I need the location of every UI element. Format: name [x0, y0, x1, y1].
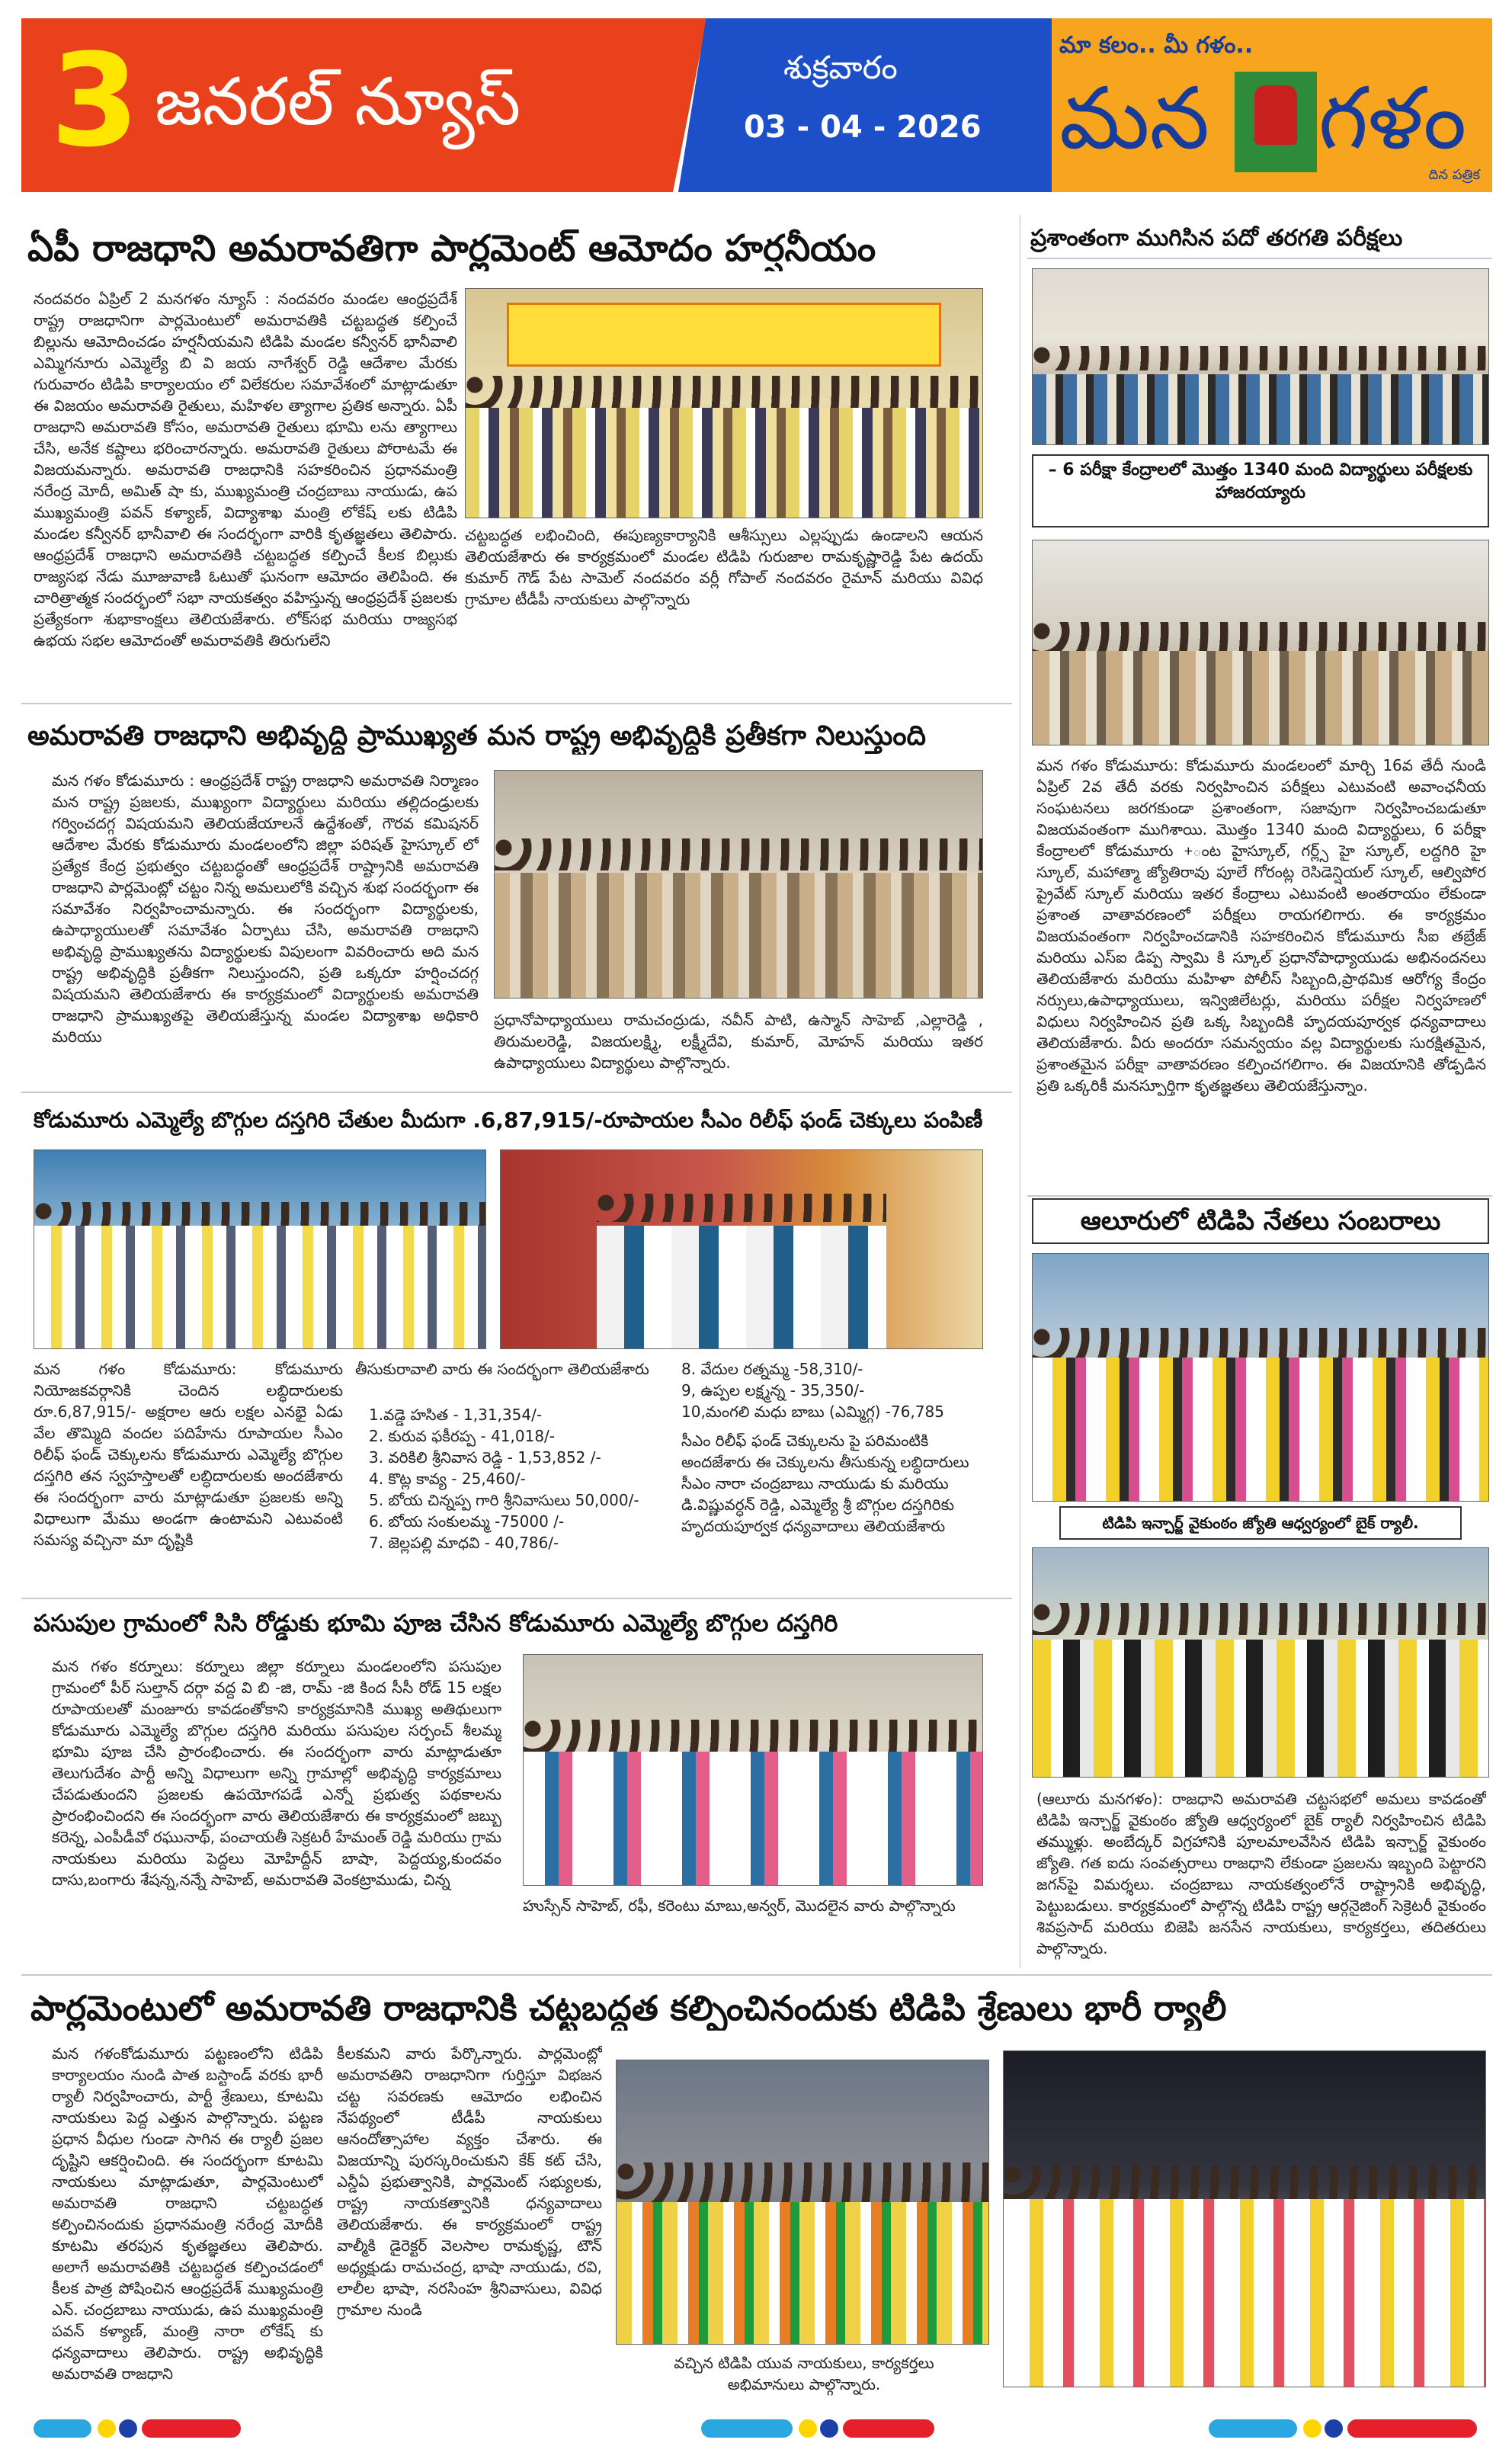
article-body-rally-col2: కీలకమని వారు పేర్కొన్నారు. పార్లమెంట్లో అమరావతిని రాజధానిగా గుర్తిస్తూ విభజన చట్ట సవరణకు ఆమోదం లభించిన నేపథ్యంలో టీడీపీ నాయకులు ఆనందోత్సాహాల వ్యక్తం చేశారు. ఈ విజయాన్ని పురస్కరించుకుని కేక్ కట్ చేసి, ఎన్డీఏ ప్రభుత్వానికి, పార్లమెంట్ సభ్యులకు, రాష్ట్ర నాయకత్వానికి ధన్యవాదాలు తెలియజేశారు. ఈ కార్యక్రమంలో రాష్ట్ర వాల్మీకి డైరెక్టర్ వెలసాల రామకృష్ణ, టౌన్ అధ్యక్షుడు రామచంద్ర, భాషా నాయుడు, రవి, లాలీల భాషా, నరసింహ శ్రీనివాసులు, వివిధ గ్రామాల నుండి [337, 2044, 602, 2319]
list-item: 1.వడ్డె హసిత - 1,31,354/- [369, 1406, 543, 1424]
article-body-capital: నందవరం ఏప్రిల్ 2 మనగళం న్యూస్ : నందవరం మండల ఆంధ్రప్రదేశ్ రాష్ట్ర రాజధానిగా పార్లమెంటులో అమరావతికి చట్టబద్ధత కల్పించే బిల్లును ఆమోదించడం హర్షనీయమని టిడిపి మండల కన్వీనర్ భానీవాలి ఎమ్మిగనూరు ఎమ్మెల్యే బి వి జయ నాగేశ్వర్ రెడ్డి ఆదేశాల మేరకు గురువారం టిడిపి కార్యాలయం లో విలేకరుల సమావేశంలో మాట్లాడుతూ ఈ విజయం అమరావతి రైతులు, మహిళల త్యాగాల ప్రతిక అన్నారు. ఏపీ రాజధాని అమరావతి కోసం, అమరావతి రైతులు భూమి లను త్యాగాలు చేసి, అనేక కష్టాలు భరించారన్నారు. అమరావతి రైతులు పోరాటమే ఈ విజయమన్నారు. అమరావతి రాజధానికి సహకరించిన ప్రధానమంత్రి నరేంద్ర మోదీ, అమిత్ షా కు, ముఖ్యమంత్రి చంద్రబాబు నాయుడు, ఉప ముఖ్యమంత్రి పవన్ కళ్యాణ్, విద్యాశాఖ మంత్రి లోకేష్ లకు టిడిపి మండల కన్వీనర్ భానీవాలి ఈ సందర్భంగా వారికి కృతజ్ఞతలు తెలిపారు. ఆంధ్రప్రదేశ్ రాజధాని అమరావతికి చట్టబద్ధత కల్పించే కీలక బిల్లుకు రాజ్యసభ నేడు మూజువాణి ఓటుతో ఘనంగా ఆమోదం తెలిపింది. ఈ చారిత్రాత్మక సందర్భంలో సభా నాయకత్వం వహిస్తున్న ఆంధ్రప్రదేశ్ ప్రజలకు ప్రత్యేకంగా శుభాకాంక్షలు తెలియజేశారు. లోక్‌సభ మరియు రాజ్యసభ ఉభయ సభల ఆమోదంతో అమరావతికి తిరుగులేని [34, 290, 457, 649]
footer-bar [843, 2419, 934, 2438]
headline-rule [1027, 258, 1492, 259]
article-body-rally-col1: మన గళంకోడుమూరు పట్టణంలోని టిడిపి కార్యాలయం నుండి పాత బస్టాండ్ వరకు భారీ ర్యాలీ నిర్వహించారు, పార్టీ శ్రేణులు, కూటమి నాయకులు పెద్ద ఎత్తున పాల్గొన్నారు. పట్టణ ప్రధాన వీధుల గుండా సాగిన ఈ ర్యాలీ ప్రజల దృష్టిని ఆకర్షించింది. ఈ సందర్భంగా కూటమి నాయకులు మాట్లాడుతూ, పార్లమెంటులో అమరావతి రాజధాని చట్టబద్ధత కల్పించినందుకు ప్రధానమంత్రి నరేంద్ర మోదీకి కూటమి తరపున కృతజ్ఞతలు తెలిపారు. అలాగే అమరావతికి చట్టబద్ధత కల్పించడంలో కీలక పాత్ర పోషించిన ఆంధ్రప్రదేశ్ ముఖ్యమంత్రి ఎన్. చంద్రబాబు నాయుడు, ఉప ముఖ్యమంత్రి పవన్ కళ్యాణ్, మంత్రి నారా లోకేష్ కు ధన్యవాదాలు తెలిపారు. రాష్ట్ర అభివృద్ధికి అమరావతి రాజధాని [52, 2044, 323, 2383]
list-item: 6. బోయ సంకులమ్మ -75000 /- [369, 1512, 565, 1531]
list-item: 5. బోయ చిన్నప్ప గారి శ్రీనివాసులు 50,000/- [369, 1491, 639, 1509]
footer-bar [1209, 2419, 1297, 2438]
footer-decoration [0, 2419, 1512, 2442]
list-item: 3. వరికిలి శ్రీనివాస రెడ్డి - 1,53,852 /- [369, 1448, 601, 1467]
list-item: 10,మంగలి మధు బాబు (ఎమ్మిగ్గ) -76,785 [681, 1403, 944, 1421]
section-rule [21, 703, 1012, 704]
photo-cmrf-handover [500, 1149, 983, 1349]
photo-aluru-media [1032, 1253, 1489, 1502]
fist-logo-icon [1235, 72, 1317, 172]
photo-exam-hall [1032, 540, 1489, 745]
footer-dot [820, 2419, 838, 2438]
article-headline-capital: ఏపీ రాజధాని అమరావతిగా పార్లమెంట్ ఆమోదం హర్షనీయం [27, 227, 876, 270]
section-rule [21, 1092, 1012, 1093]
article-body-aluru: (ఆలూరు మనగళం): రాజధాని అమరావతి చట్టసభలో అమలు కావడంతో టిడిపి ఇన్చార్జ్ వైకుంఠం జ్యోతి ఆధ్వర్యంలో బైక్ ర్యాలీ నిర్వహించిన టిడిపి తమ్ముళ్లు. అంబేద్కర్ విగ్రహానికి పూలమాలవేసిన టిడిపి ఇన్చార్జ్ వైకుంఠం జ్యోతి. గత ఐదు సంవత్సరాలు రాజధాని లేకుండా ప్రజలను ఇబ్బంది పెట్టారని జగన్‌పై విమర్శలు. చంద్రబాబు నాయకత్వంలోనే రాష్ట్రానికి అభివృద్ధి, పెట్టుబడులు. కార్యక్రమంలో పాల్గొన్న టిడిపి రాష్ట్ర ఆర్గనైజింగ్ సెక్రెటరీ వైకుంఠం శివప్రసాద్ మరియు బిజెపి జనసేన నాయకులు, కార్యకర్తలు, తదితరులు పాల్గొన్నారు. [1036, 1790, 1486, 1957]
cmrf-beneficiary-list-cont [681, 1358, 986, 1427]
photo-rally-celebration [1003, 2050, 1486, 2387]
exam-caption: – 6 పరీక్షా కేంద్రాలలో మొత్తం 1340 మంది విద్యార్థులు పరీక్షలకు హాజరయ్యారు [1048, 460, 1473, 502]
footer-dot [799, 2419, 817, 2438]
photo-bike-rally [1032, 1547, 1489, 1778]
rally-caption: వచ్చిన టిడిపి యువ నాయకులు, కార్యకర్తలు అభిమానులు పాల్గొన్నారు. [674, 2354, 934, 2393]
section-title: జనరల్ న్యూస్ [155, 64, 521, 140]
article-body-cc-road-cont: హుస్సేన్ సాహెబ్, రఫీ, కరెంటు మాబు,అన్వర్, మొదలైన వారు పాల్గొన్నారు [523, 1896, 956, 1915]
footer-dot [1303, 2419, 1321, 2438]
article-body-capital-cont: చట్టబద్ధత లభించింది, ఈపుణ్యకార్యానికి ఆశీస్సులు ఎల్లప్పుడు ఉండాలని ఆయన తెలియజేశారు ఈ కార్యక్రమంలో మండల టిడిపి గురుజాల రామకృష్ణారెడ్డి పేట ఉదయ్ కుమార్ గౌడ్ పేట సామెల్ నందవరం వర్లీ గోపాల్ నందవరం రైమాన్ మరియు వివిధ గ్రామాల టీడీపీ నాయకులు పాల్గొన్నారు [465, 526, 983, 608]
article-body-cmrf-cont: సీఎం రిలీఫ్ ఫండ్ చెక్కులను పై పరిమంటికి అందజేశారు ఈ చెక్కులను తీసుకున్న లబ్ధిదారులు సీఎం నారా చంద్రబాబు నాయుడు కు మరియు డి.విష్ణువర్ధన్ రెడ్డి, ఎమ్మెల్యే శ్రీ బొగ్గుల దస్తగిరికు హృదయపూర్వక ధన్యవాదాలు తెలియజేశారు [681, 1431, 969, 1535]
article-headline-aluru: ఆలూరులో టిడిపి నేతలు సంబరాలు [1080, 1206, 1441, 1236]
page-number: 3 [50, 26, 139, 175]
footer-dot [119, 2419, 137, 2438]
logo-text-right: గళం [1318, 69, 1467, 168]
photo-rally-street [616, 2060, 989, 2345]
article-body-exams: మన గళం కోడుమూరు: కోడుమూరు మండలంలో మార్చి 16వ తేదీ నుండి ఏప్రిల్ 2వ తేదీ వరకు నిర్వహించిన పరీక్షలు ఎటువంటి అవాంఛనీయ సంఘటనలు జరగకుండా ప్రశాంతంగా, సజావుగా నిర్వహించబడుతూ విజయవంతంగా ముగిశాయి. మొత్తం 1340 మంది విద్యార్థులు, 6 పరీక్షా కేంద్రాలలో కోడుమూరు +ంట హైస్కూల్, గర్ల్స్ హై స్కూల్, లద్దగిరి హై స్కూల్, మహాత్మా జ్యోతిరావు పూలే గోరంట్ల రెసిడెన్షియల్ స్కూల్, ఆల్విపోర ప్రైవేట్ స్కూల్ మరియు ఇతర కేంద్రాలు ఎటువంటి అంతరాయం లేకుండా ప్రశాంత వాతావరణంలో పరీక్షలు రాయగలిగారు. ఈ కార్యక్రమం విజయవంతంగా నిర్వహించడానికి సహకరించిన కోడుమూరు సీఐ తబ్రేజ్ మరియు ఎస్ఐ డిప్ప స్వామి కి స్కూల్ ప్రధానోపాధ్యాయుడు అభినందనలు తెలియజేశారు మరియు మహిళా పోలీస్ సిబ్బంది,ప్రాథమిక ఆరోగ్య కేంద్రం నర్సులు,ఉపాధ్యాయులు, ఇన్విజిలేటర్లు, మరియు పరీక్షల నిర్వహణలో విధులు నిర్వహించిన ప్రతి ఒక్క సిబ్బందికి హృదయపూర్వక ధన్యవాదాలు తెలియజేశారు. వీరు అందరూ సమన్వయం వల్ల విద్యార్థులకు సురక్షితమైన, ప్రశాంతమైన పరీక్షా వాతావరణం కల్పించగలిగాం. ఈ విజయానికి తోడ్పడిన ప్రతి ఒక్కరికీ మనస్పూర్తిగా కృతజ్ఞతలు తెలియజేస్తున్నాం. [1036, 756, 1486, 1095]
banner-image [507, 303, 941, 367]
aluru-caption: టిడిపి ఇన్చార్జ్ వైకుంఠం జ్యోతి ఆధ్వర్యంలో బైక్ ర్యాలీ. [1102, 1514, 1419, 1532]
logo-tagline: మా కలం.. మీ గళం.. [1059, 32, 1254, 59]
cmrf-beneficiary-list [369, 1404, 674, 1625]
article-headline-cmrf: కోడుమూరు ఎమ్మెల్యే బొగ్గుల దస్తగిరి చేతుల మీదుగా .6,87,915/-రూపాయల సీఎం రిలీఫ్ ఫండ్ చెక్కులు పంపిణీ [34, 1108, 983, 1133]
photo-cmrf-group [34, 1149, 486, 1349]
article-body-development-cont: ప్రధానోపాధ్యాయులు రామచంద్రుడు, నవీన్ పాటి, ఉస్మాన్ సాహెబ్ ,ఎల్లారెడ్డి , తిరుమలరెడ్డి, విజయలక్ష్మి, లక్ష్మీదేవి, కుమార్, మోహన్ మరియు ఇతర ఉపాధ్యాయులు విద్యార్థులు పాల్గొన్నారు. [494, 1011, 983, 1072]
list-item: 2. కురువ ఫకీరప్ప - 41,018/- [369, 1427, 556, 1445]
list-item: 8. వేదుల రత్నమ్మ -58,310/- [681, 1360, 863, 1378]
footer-bar [34, 2419, 91, 2438]
list-item: 4. కొట్ల కావ్య - 25,460/- [369, 1470, 526, 1488]
article-body-cmrf: మన గళం కోడుమూరు: కోడుమూరు నియోజకవర్గానికి చెందిన లబ్ధిదారులకు రూ.6,87,915/- అక్షరాల ఆరు లక్షల ఎనభై ఏడు వేల తొమ్మిది వందల పదిహేను రూపాయల సీఎం రిలీఫ్ ఫండ్ చెక్కులను కోడుమూరు ఎమ్మెల్యే బొగ్గుల దస్తగిరి తన స్వహస్తాలతో లబ్ధిదారులకు అందజేశారు ఈ సందర్భంగా వారు మాట్లాడుతూ ప్రజలకు అన్ని విధాలుగా మేము అండగా ఉంటామని ఎటువంటి సమస్య వచ్చినా మా దృష్టికి [34, 1360, 343, 1549]
section-rule [1027, 1195, 1492, 1197]
footer-dot [1325, 2419, 1343, 2438]
logo-subtitle: దిన పత్రిక [1428, 167, 1480, 183]
issue-date: 03 - 04 - 2026 [744, 110, 982, 145]
footer-bar [142, 2419, 241, 2438]
article-headline-exams: ప్రశాంతంగా ముగిసిన పదో తరగతి పరీక్షలు [1030, 225, 1403, 252]
article-headline-cc-road: పసుపుల గ్రామంలో సిసి రోడ్డుకు భూమి పూజ చేసిన కోడుమూరు ఎమ్మెల్యే బొగ్గుల దస్తగిరి [34, 1610, 838, 1637]
section-rule [21, 1974, 1492, 1976]
footer-bar [701, 2419, 793, 2438]
footer-dot [98, 2419, 116, 2438]
cmrf-list-intro: తీసుకురావాలి వారు ఈ సందర్భంగా తెలియజేశారు [355, 1360, 649, 1378]
logo-text-left: మన [1059, 69, 1210, 168]
masthead [21, 18, 1492, 192]
article-body-development: మన గళం కోడుమూరు : ఆంధ్రప్రదేశ్ రాష్ట్ర రాజధాని అమరావతి నిర్మాణం మన రాష్ట్ర ప్రజలకు, ముఖ్యంగా విద్యార్థులు మరియు తల్లిదండ్రులకు గర్వించదగ్గ విషయమని తెలియజేయాలనే ఉద్దేశంతో, గౌరవ కమిషనర్ ఆదేశాల మేరకు కోడుమూరు మండలంలోని జిల్లా పరిషత్ హైస్కూల్ లో ప్రత్యేక కేంద్ర ప్రభుత్వం చట్టబద్ధంతో ఆంధ్రప్రదేశ్ రాష్ట్రానికి అమరావతి రాజధాని పార్లమెంట్లో చట్టం నిన్న అమలులోకి వచ్చిన శుభ సందర్భంగా ఈ సమావేశం నిర్వహించామన్నారు. ఈ సందర్భంగా విద్యార్థులకు, ఉపాధ్యాయులతో సమావేశం ఏర్పాటు చేసి, అమరావతి రాజధాని అభివృద్ధి ప్రాముఖ్యతను విద్యార్థులకు విపులంగా వివరించారు అది మన రాష్ట్ర అభివృద్ధికి ప్రతీకగా నిలుస్తుందని, ప్రతి ఒక్కరూ హర్షించదగ్గ విషయమని తెలియజేశారు ఈ కార్యక్రమంలో విద్యార్థులకు అమరావతి రాజధాని ప్రాముఖ్యతపై తెలియజేస్తున్న మండల విద్యాశాఖ అధికారి మరియు [52, 771, 479, 1046]
article-headline-rally: పార్లమెంటులో అమరావతి రాజధానికి చట్టబద్ధత కల్పించినందుకు టిడిపి శ్రేణులు భారీ ర్యాలీ [30, 1988, 1227, 2028]
list-item: 7. జెల్లపల్లి మాధవి - 40,786/- [369, 1534, 559, 1552]
photo-tdp-press-meet [465, 288, 983, 518]
section-rule [21, 1598, 1012, 1599]
list-item: 9, ఉప్పల లక్ష్మన్న - 35,350/- [681, 1381, 865, 1399]
masthead-blue-band [678, 18, 1075, 192]
issue-day: శుక్రవారం [783, 49, 898, 86]
photo-exam-centre [1032, 268, 1489, 445]
photo-school-meeting [494, 770, 983, 999]
photo-bhoomi-puja [523, 1654, 983, 1886]
article-headline-development: అమరావతి రాజధాని అభివృద్ధి ప్రాముఖ్యత మన రాష్ట్ర అభివృద్ధికి ప్రతీకగా నిలుస్తుంది [27, 720, 927, 752]
footer-bar [1347, 2419, 1477, 2438]
article-body-cc-road: మన గళం కర్నూలు: కర్నూలు జిల్లా కర్నూలు మండలంలోని పసుపుల గ్రామంలో పీర్ సుల్తాన్ దర్గా వద్ద వి బి -జి, రామ్ -జి కింద సీసీ రోడ్ 15 లక్షల రూపాయలతో మంజూరు కావడంతోకాని కార్యక్రమానికి ముఖ్య అతిథులుగా కోడుమూరు ఎమ్మెల్యే బొగ్గుల దస్తగిరి మరియు పసుపుల సర్పంచ్ శీలమ్మ భూమి పూజ చేసి ప్రారంభించారు. ఈ సందర్భంగా వారు మాట్లాడుతూ తెలుగుదేశం పార్టీ అన్ని విధాలుగా అన్ని గ్రామాల్లో అభివృద్ధి కార్యక్రమాలు చేపడుతుందని ప్రజలకు ఉపయోగపడే ఎన్నో ప్రభుత్వ పథకాలను ప్రారంభించిందని ఈ సందర్భంగా వారు తెలియజేశారు ఈ కార్యక్రమంలో జబ్బు కరెన్న, ఎంపీడీవో రఘునాథ్, పంచాయతీ సెక్రటరీ హేమంత్ రెడ్డి మరియు గ్రామ నాయకులు మరియు పెద్దలు మోహిద్దీన్ బాషా, పెద్దయ్య,కుందవం దాసు,బంగారు శేషన్న,నన్నే సాహెబ్, అమరావతి వెంకట్రాముడు, చిన్న [52, 1657, 501, 1889]
